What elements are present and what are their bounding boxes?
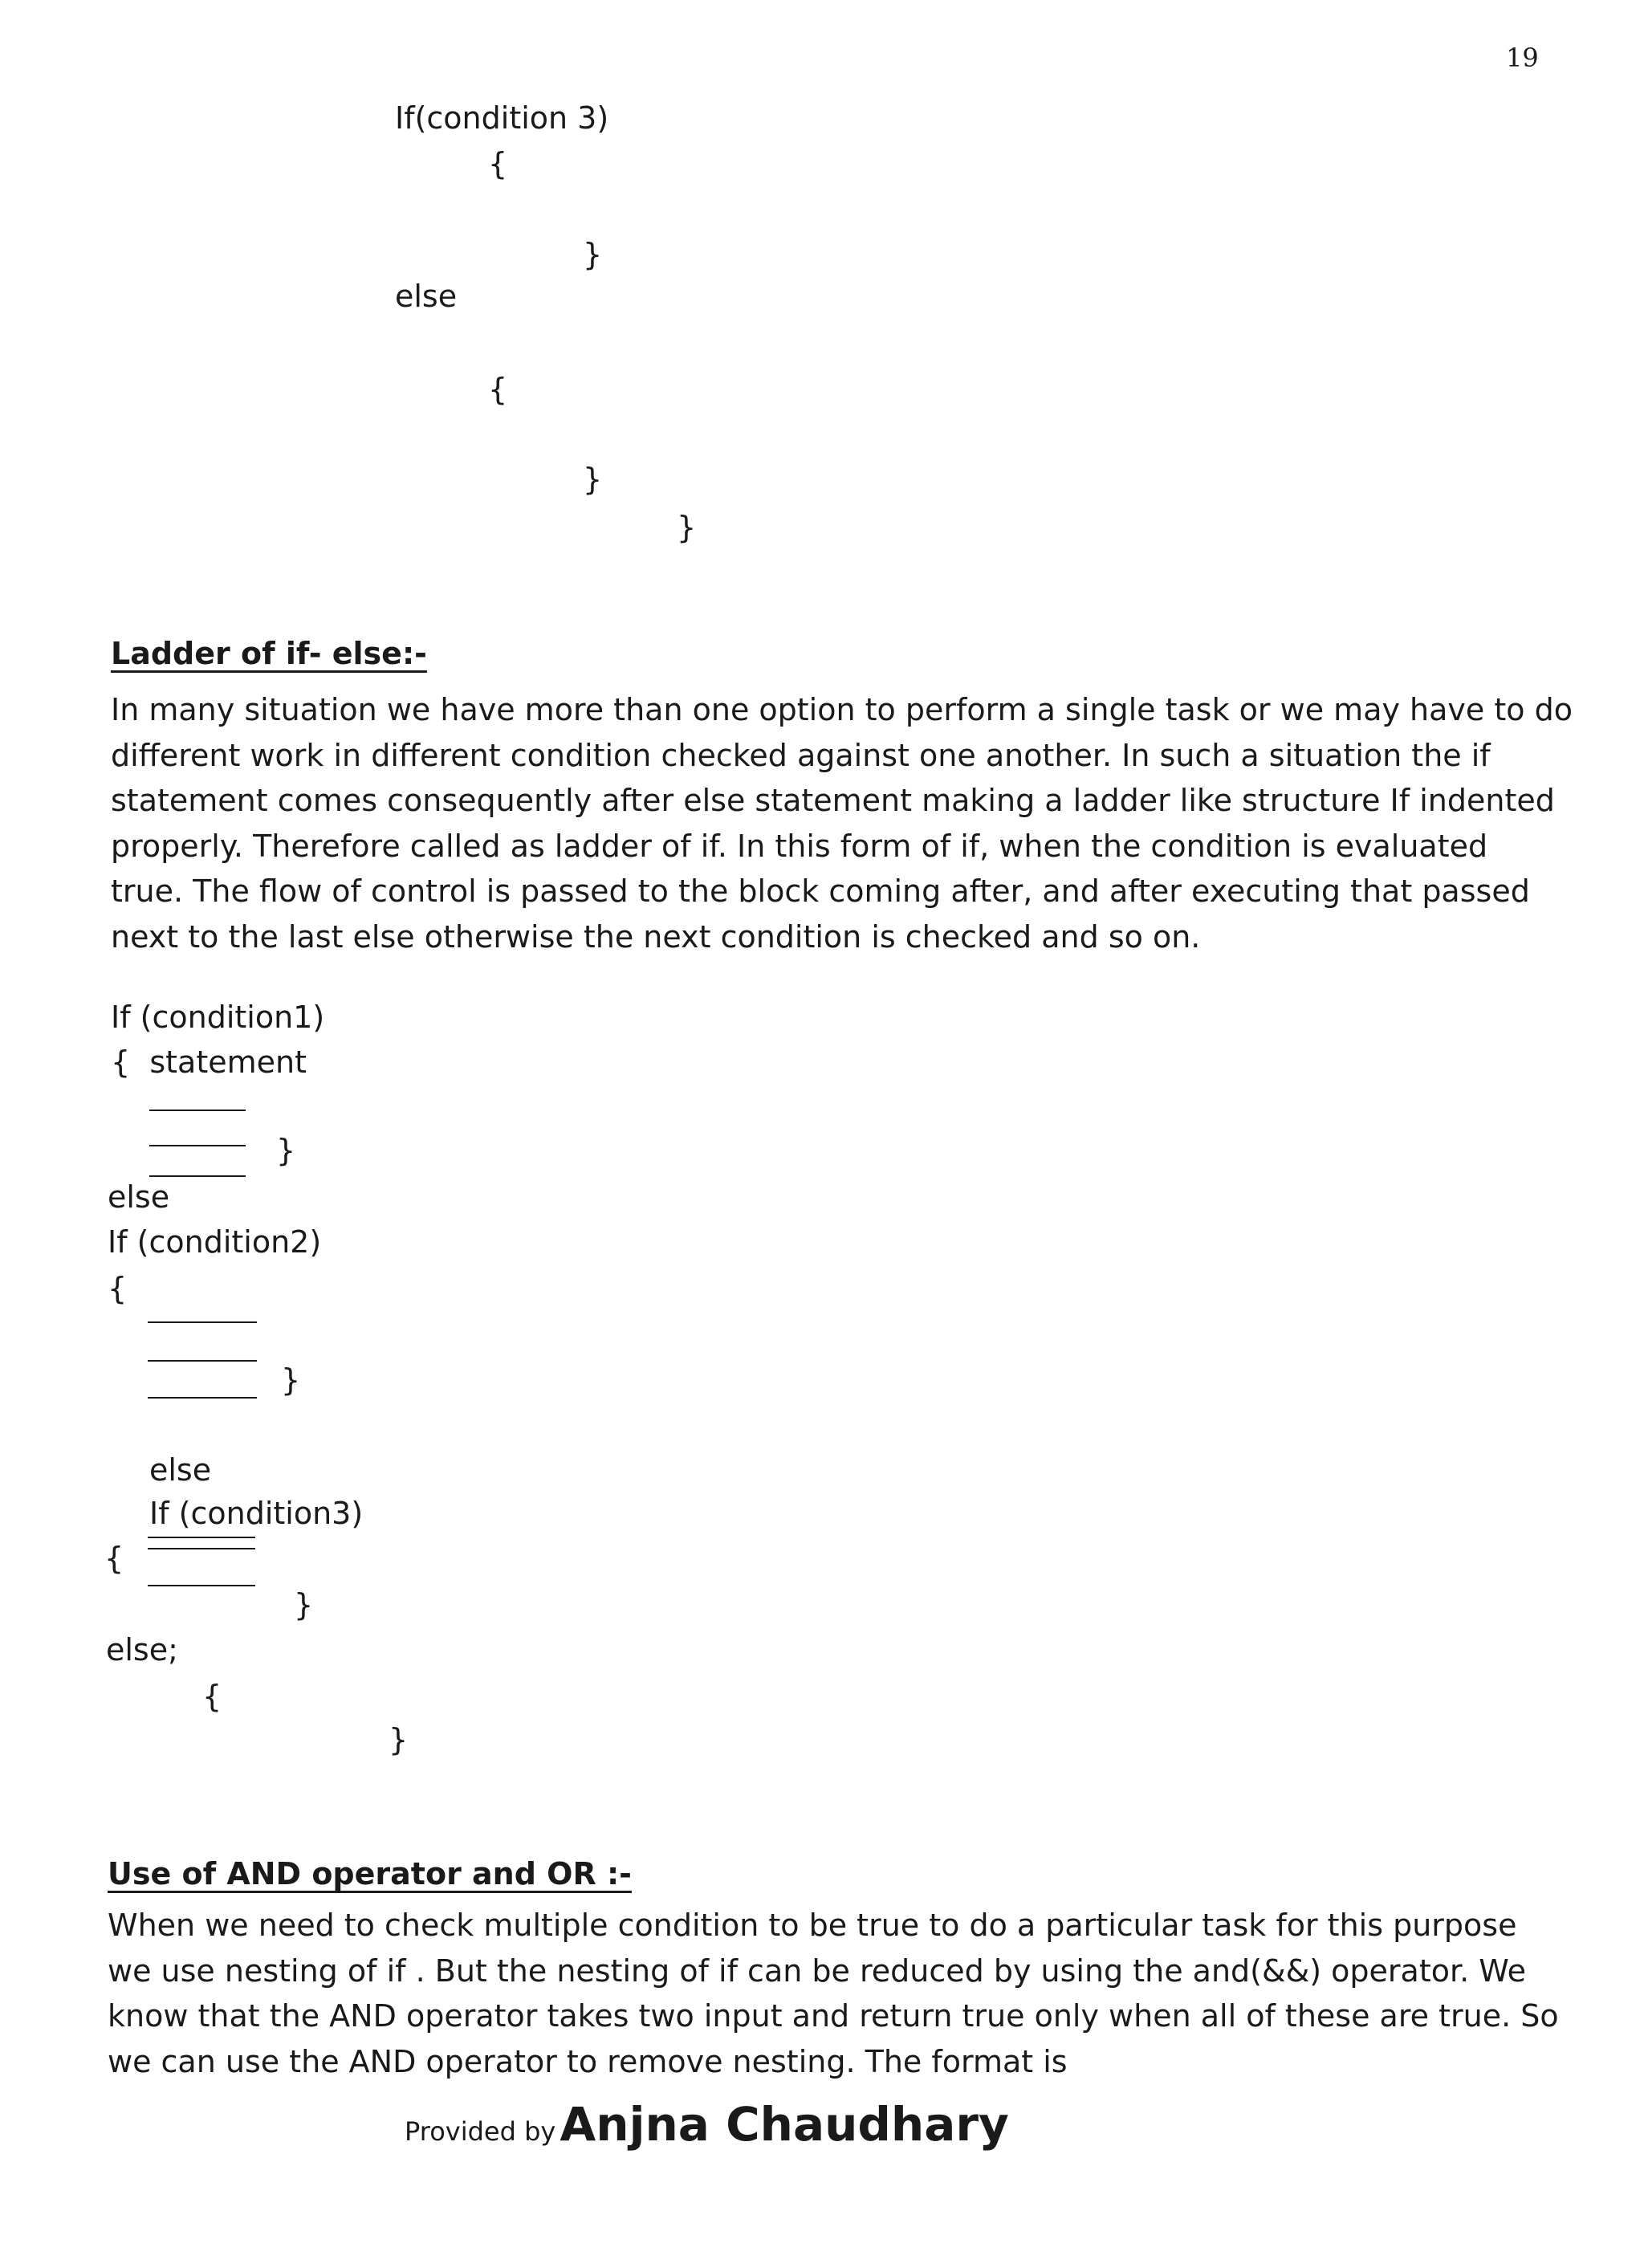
code-blank-line: [148, 1548, 255, 1549]
paragraph-line: different work in different condition checked against one another. In such a situation the if: [111, 737, 1491, 773]
code-if-condition3: If(condition 3): [395, 100, 609, 136]
footer-provided-by: Provided by: [405, 2116, 556, 2147]
code-open-brace: {: [108, 1271, 128, 1306]
paragraph-line: statement comes consequently after else statement making a ladder like structure If indented: [111, 783, 1555, 818]
code-blank-line: [149, 1110, 246, 1111]
code-statement: { statement: [111, 1044, 307, 1080]
code-else-final: else;: [106, 1632, 178, 1667]
code-close-brace-outer: }: [677, 510, 697, 545]
code-else: else: [149, 1452, 212, 1488]
code-open-brace: {: [202, 1679, 222, 1714]
paragraph-line: properly. Therefore called as ladder of if. In this form of if, when the condition is evaluated: [111, 828, 1488, 864]
code-blank-line: [148, 1321, 257, 1323]
ladder-paragraph: [111, 687, 1573, 959]
paragraph-line: true. The flow of control is passed to the block coming after, and after executing that passed: [111, 873, 1530, 909]
code-close-brace: }: [389, 1722, 409, 1757]
section-heading-and-operator: Use of AND operator and OR :-: [108, 1856, 632, 1891]
code-close-brace: }: [276, 1133, 296, 1168]
and-paragraph: [108, 1903, 1559, 2084]
paragraph-line: When we need to check multiple condition to be true to do a particular task for this purpose: [108, 1908, 1517, 1943]
code-else: else: [108, 1179, 170, 1215]
paragraph-line: In many situation we have more than one option to perform a single task or we may have to do: [111, 692, 1573, 727]
code-blank-line: [148, 1360, 257, 1362]
code-close-brace: }: [583, 237, 603, 272]
code-if-condition3: If (condition3): [149, 1496, 364, 1531]
code-close-brace: }: [583, 462, 603, 497]
code-blank-line: [149, 1145, 246, 1146]
footer-credit: [405, 2097, 1009, 2152]
paragraph-line: know that the AND operator takes two input and return true only when all of these are true. So: [108, 1998, 1559, 2034]
paragraph-line: we can use the AND operator to remove nesting. The format is: [108, 2043, 1068, 2079]
section-heading-ladder: Ladder of if- else:-: [111, 636, 427, 671]
paragraph-line: we use nesting of if . But the nesting of if can be reduced by using the and(&&) operator. We: [108, 1952, 1526, 1989]
code-blank-line: [149, 1175, 246, 1177]
code-blank-line: [148, 1397, 257, 1399]
code-if-condition2: If (condition2): [108, 1224, 322, 1260]
code-blank-line: [148, 1537, 255, 1538]
code-blank-line: [148, 1585, 255, 1586]
code-open-brace: {: [488, 146, 508, 181]
paragraph-line: next to the last else otherwise the next condition is checked and so on.: [111, 918, 1201, 955]
code-open-brace: {: [488, 372, 508, 407]
code-if-condition1: If (condition1): [111, 1000, 325, 1035]
code-close-brace: }: [294, 1587, 314, 1623]
code-close-brace: }: [281, 1362, 301, 1398]
code-else: else: [395, 279, 458, 314]
page-number: 19: [1506, 43, 1539, 73]
code-open-brace: {: [104, 1541, 124, 1576]
footer-author: Anjna Chaudhary: [560, 2097, 1009, 2152]
